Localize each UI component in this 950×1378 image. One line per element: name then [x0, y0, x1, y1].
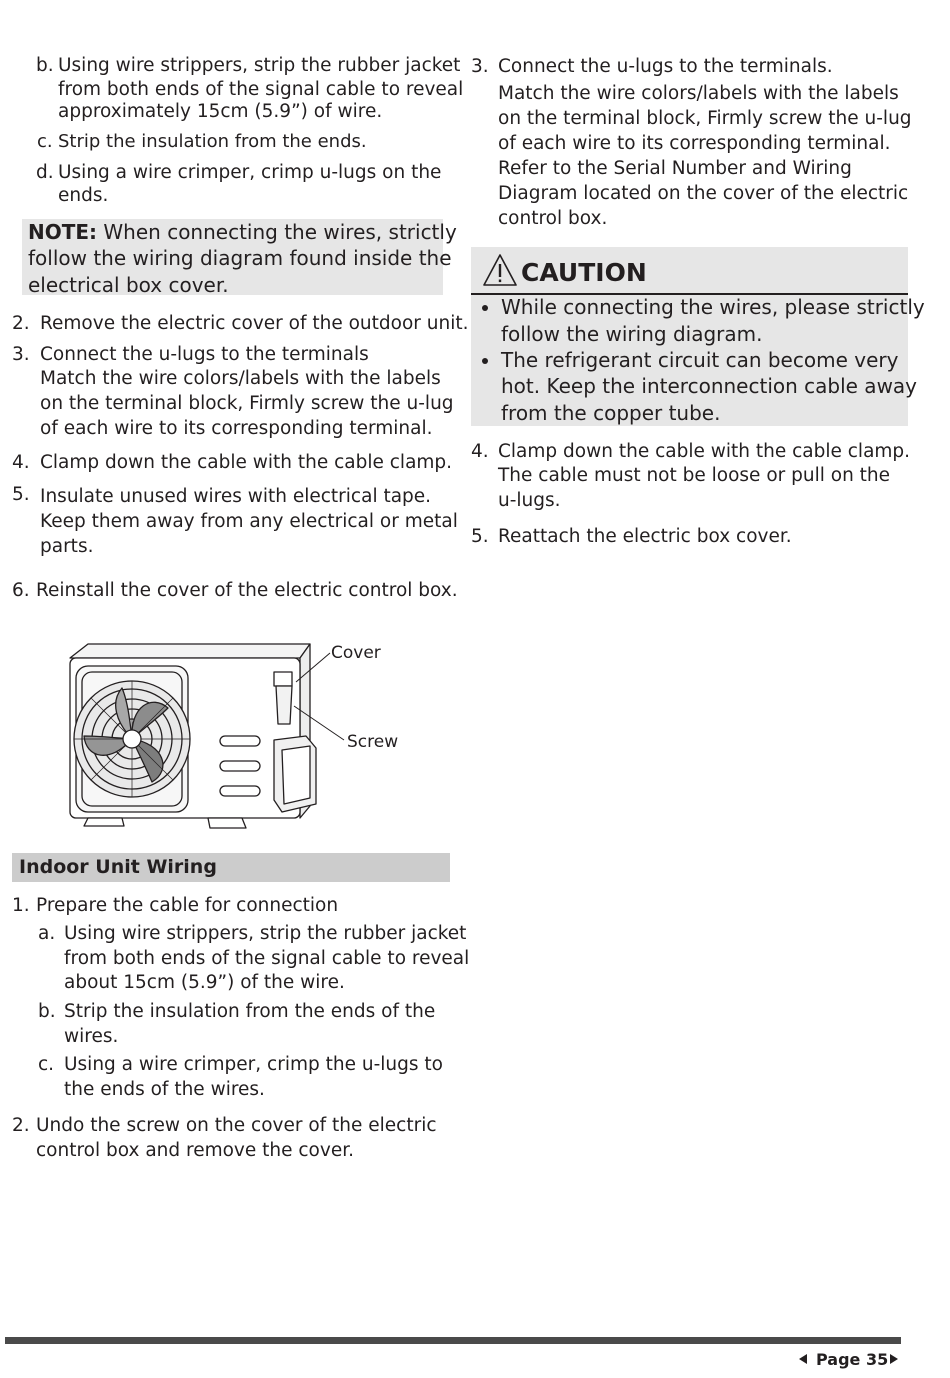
- note-text: When connecting the wires, strictly: [97, 220, 457, 244]
- step-text: Remove the electric cover of the outdoor unit.: [40, 313, 469, 334]
- step-text: of each wire to its corresponding terminal.: [498, 133, 891, 154]
- substep-text: Strip the insulation from the ends.: [58, 131, 367, 152]
- step-text: Clamp down the cable with the cable clamp.: [40, 452, 453, 473]
- substep-text: Using wire strippers, strip the rubber jacket: [64, 923, 467, 944]
- note-text: electrical box cover.: [28, 273, 229, 297]
- step-text: on the terminal block, Firmly screw the u-lug: [498, 108, 912, 129]
- step-marker: 3.: [471, 56, 489, 77]
- step-text: Match the wire colors/labels with the labels: [40, 368, 441, 389]
- page-number: Page 35: [816, 1350, 889, 1369]
- substep-marker: c.: [38, 1054, 55, 1075]
- caution-bullet-text: from the copper tube.: [501, 401, 721, 425]
- substep-text: Using a wire crimper, crimp u-lugs on the: [58, 162, 442, 183]
- step-text: Reattach the electric box cover.: [498, 526, 792, 547]
- substep-text: from both ends of the signal cable to reveal: [64, 948, 470, 969]
- step-marker: 2.: [12, 1115, 30, 1136]
- figure-screw-label: Screw: [347, 732, 399, 752]
- section-header-bar: [12, 853, 450, 882]
- substep-marker: a.: [38, 923, 56, 944]
- triangle-right-icon[interactable]: [888, 1353, 900, 1365]
- step-text: Connect the u-lugs to the terminals: [40, 344, 369, 365]
- step-text: Connect the u-lugs to the terminals.: [498, 56, 833, 77]
- note-text: follow the wiring diagram found inside the: [28, 246, 452, 270]
- step-text: Refer to the Serial Number and Wiring: [498, 158, 852, 179]
- bullet-dot: [482, 358, 488, 364]
- substep-text: ends.: [58, 185, 109, 206]
- step-marker: 3.: [12, 344, 30, 365]
- step-text: The cable must not be loose or pull on the: [498, 465, 891, 486]
- section-title: Indoor Unit Wiring: [19, 856, 217, 878]
- substep-marker: b.: [36, 55, 54, 76]
- substep-text: approximately 15cm (5.9”) of wire.: [58, 101, 383, 122]
- step-text: Prepare the cable for connection: [36, 895, 339, 916]
- substep-text: Using a wire crimper, crimp the u-lugs to: [64, 1054, 443, 1075]
- caution-bullet-text: follow the wiring diagram.: [501, 322, 763, 346]
- triangle-left-icon[interactable]: [797, 1353, 809, 1365]
- step-text: Undo the screw on the cover of the electric: [36, 1115, 437, 1136]
- step-marker: 1.: [12, 895, 30, 916]
- step-text: on the terminal block, Firmly screw the u-lug: [40, 393, 454, 414]
- step-marker: 5.: [471, 526, 489, 547]
- step-text: Keep them away from any electrical or metal: [40, 511, 458, 532]
- bullet-dot: [482, 305, 488, 311]
- step-text: parts.: [40, 536, 94, 557]
- substep-text: about 15cm (5.9”) of the wire.: [64, 972, 345, 993]
- note-label: NOTE:: [28, 220, 98, 244]
- substep-marker: c.: [37, 131, 53, 152]
- step-text: Match the wire colors/labels with the labels: [498, 83, 899, 104]
- substep-text: Strip the insulation from the ends of the: [64, 1001, 436, 1022]
- caution-title: CAUTION: [521, 258, 647, 287]
- step-marker: 2.: [12, 313, 30, 334]
- step-text: Diagram located on the cover of the electric: [498, 183, 909, 204]
- caution-bullet-text: While connecting the wires, please strictly: [501, 295, 925, 319]
- caution-box: [471, 247, 925, 426]
- substep-marker: d.: [36, 162, 54, 183]
- step-text: Clamp down the cable with the cable clamp.: [498, 441, 911, 462]
- warning-triangle-icon: [482, 253, 518, 287]
- step-text: control box and remove the cover.: [36, 1140, 354, 1161]
- substep-text: from both ends of the signal cable to reveal: [58, 79, 464, 100]
- step-marker: 6.: [12, 580, 30, 601]
- note-line: [28, 219, 457, 246]
- step-text: Insulate unused wires with electrical tape.: [40, 486, 432, 507]
- substep-marker: b.: [38, 1001, 56, 1022]
- substep-text: wires.: [64, 1026, 119, 1047]
- step-text: control box.: [498, 208, 608, 229]
- step-marker: 5.: [12, 484, 30, 505]
- caution-bullet-text: The refrigerant circuit can become very: [501, 348, 899, 372]
- step-text: Reinstall the cover of the electric control box.: [36, 580, 458, 601]
- substep-text: the ends of the wires.: [64, 1079, 265, 1100]
- substep-text: Using wire strippers, strip the rubber jacket: [58, 55, 461, 76]
- step-text: u-lugs.: [498, 490, 561, 511]
- figure-cover-label: Cover: [331, 643, 381, 663]
- footer-rule: [5, 1337, 901, 1344]
- step-marker: 4.: [12, 452, 30, 473]
- step-text: of each wire to its corresponding terminal.: [40, 418, 433, 439]
- caution-bullet-text: hot. Keep the interconnection cable away: [501, 374, 918, 398]
- step-marker: 4.: [471, 441, 489, 462]
